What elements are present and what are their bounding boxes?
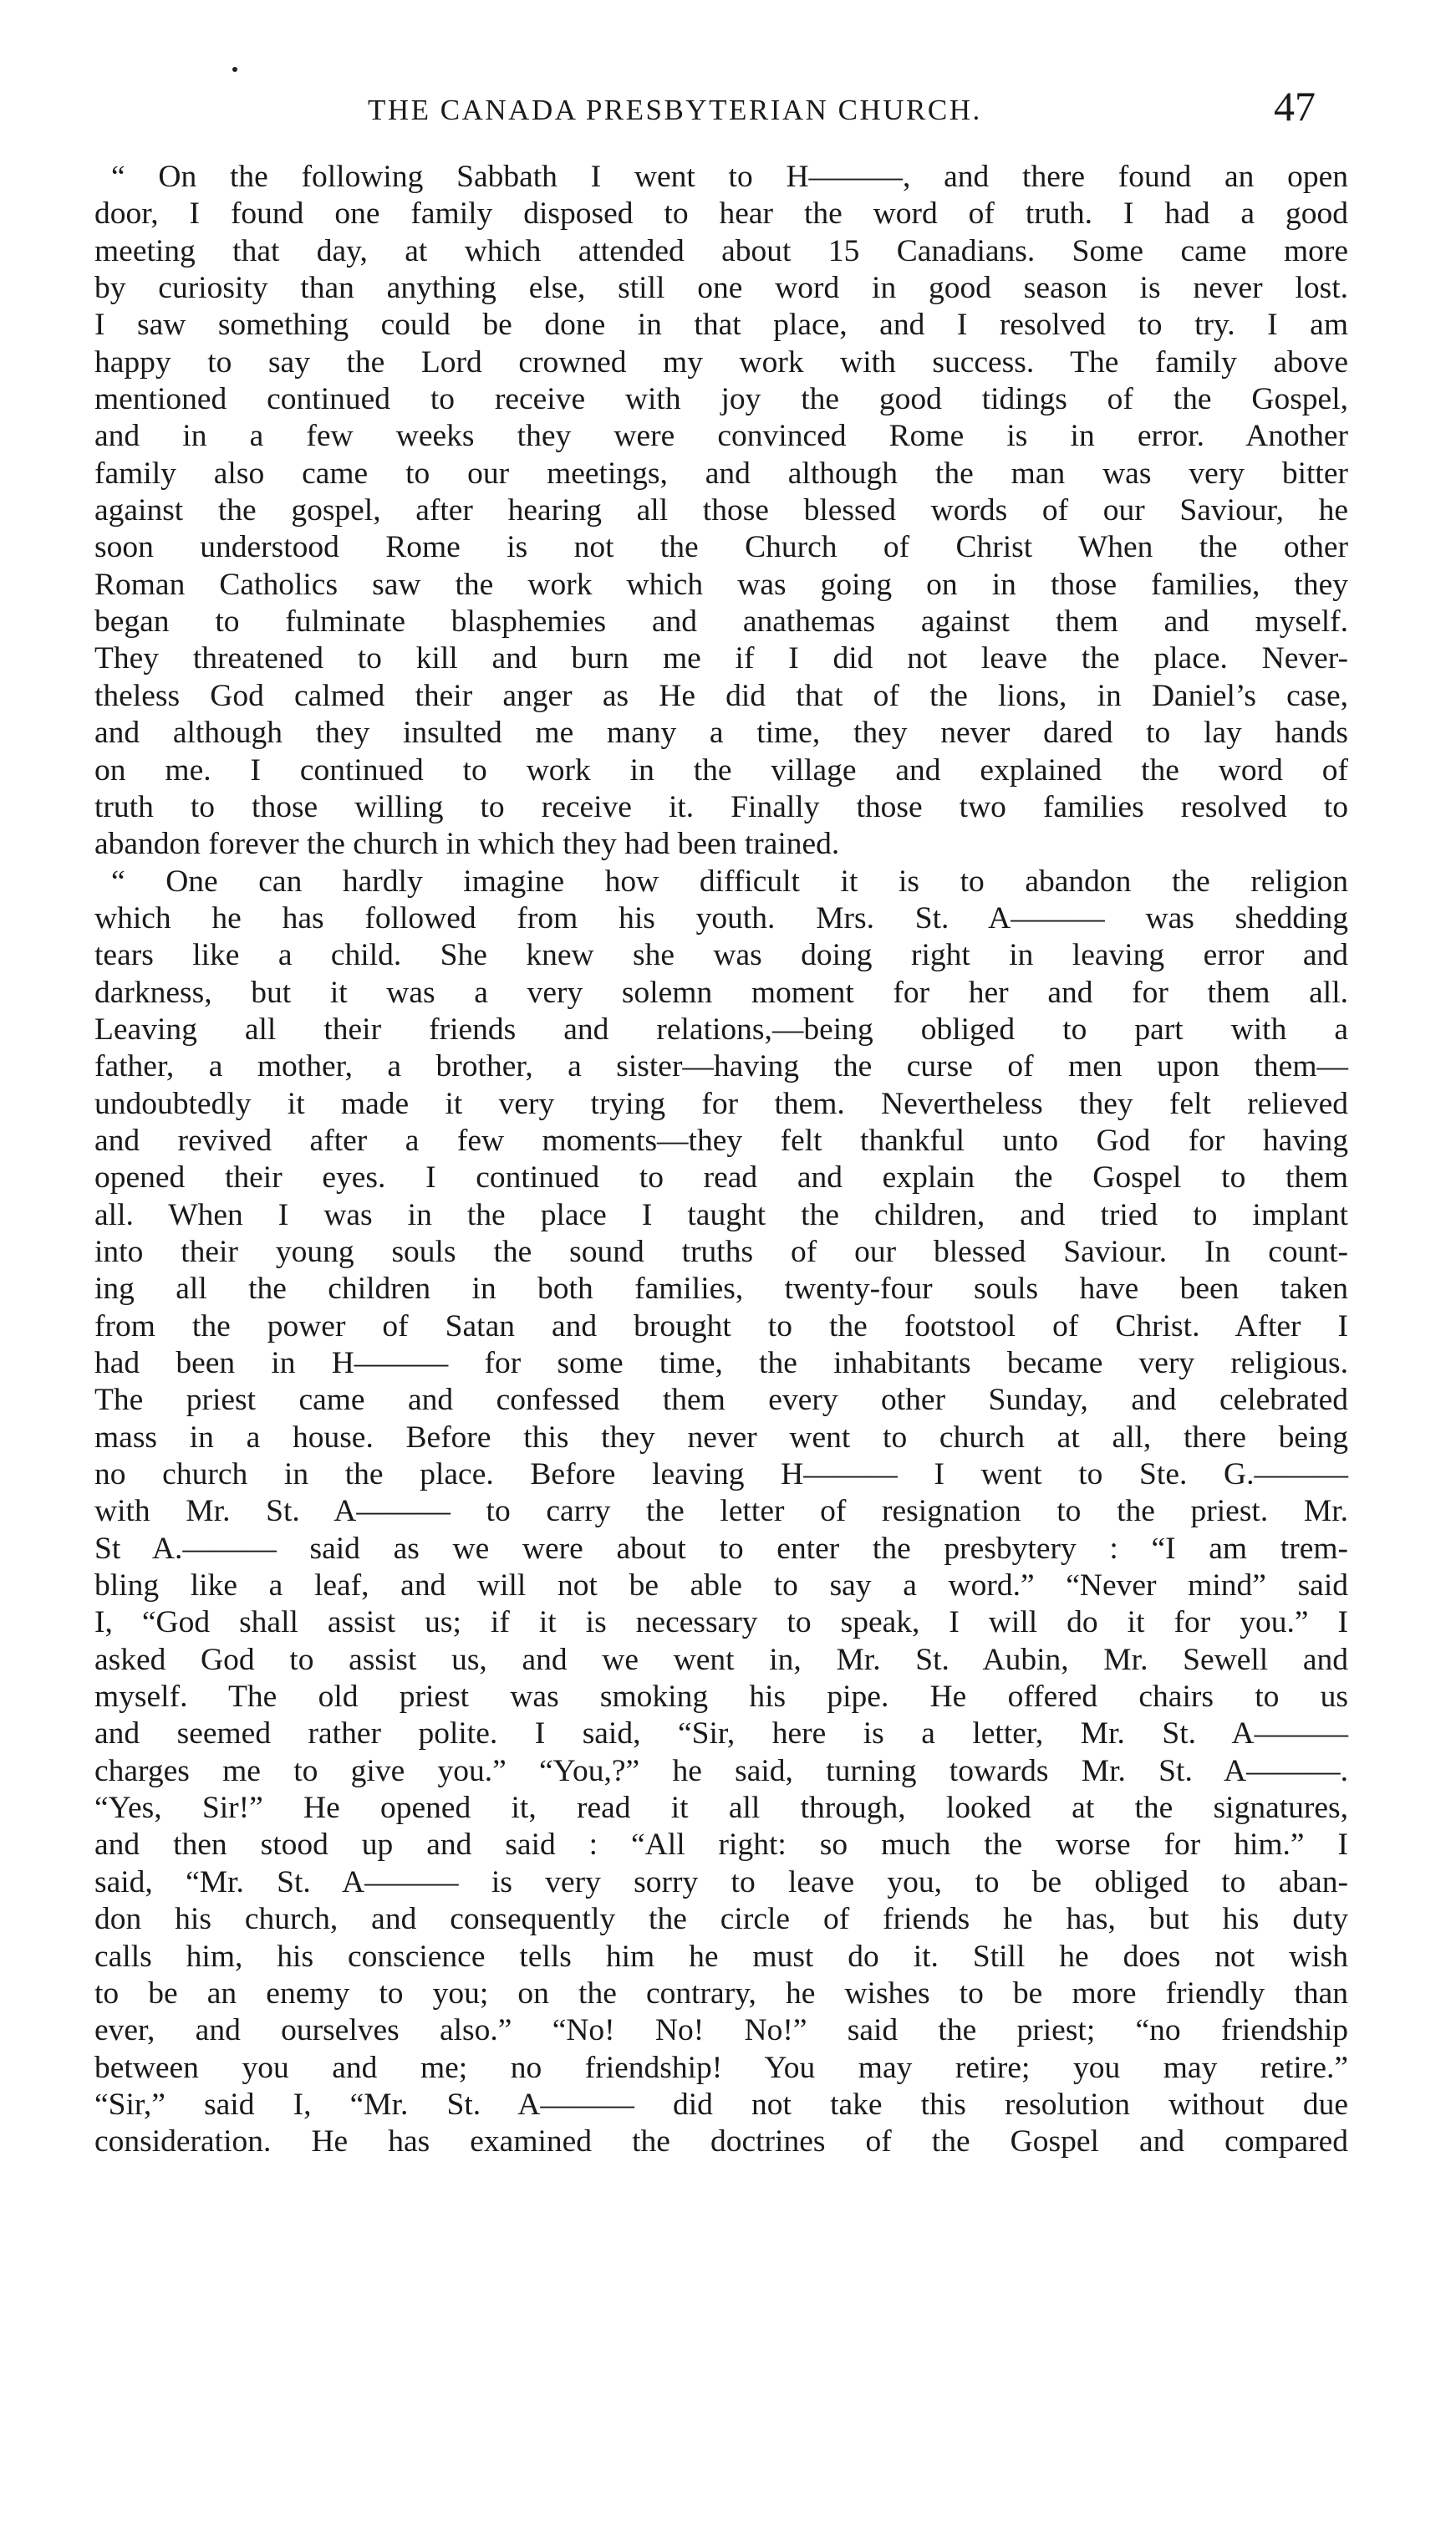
text-line: to be an enemy to you; on the contrary, he wishes to be more friendly than (94, 1976, 1348, 2011)
text-line: between you and me; no friendship! You may retire; you may retire.” (94, 2050, 1348, 2085)
text-line: and revived after a few moments—they felt thankful unto God for having (94, 1123, 1348, 1158)
text-line: ing all the children in both families, twenty-four souls have been taken (94, 1272, 1348, 1307)
text-line: from the power of Satan and brought to the footstool of Christ. After I (94, 1308, 1348, 1343)
text-line: consideration. He has examined the doctrines of the Gospel and compared (94, 2124, 1348, 2159)
text-line: father, a mother, a brother, a sister—having the curse of men upon them— (94, 1049, 1348, 1084)
margin-mark (232, 67, 237, 72)
text-line: St A.——— said as we were about to enter the presbytery : “I am trem- (94, 1531, 1348, 1566)
text-line: darkness, but it was a very solemn moment for her and for them all. (94, 975, 1348, 1010)
text-line: which he has followed from his youth. Mrs. St. A——— was shedding (94, 900, 1348, 936)
text-line: The priest came and confessed them every other Sunday, and celebrated (94, 1383, 1348, 1418)
text-line: happy to say the Lord crowned my work with success. The family above (94, 344, 1348, 380)
text-line: no church in the place. Before leaving H——— I went to Ste. G.——— (94, 1457, 1348, 1492)
text-line: opened their eyes. I continued to read and explain the Gospel to them (94, 1160, 1348, 1196)
text-line: and although they insulted me many a time, they never dared to lay hands (94, 716, 1348, 751)
body-text (94, 159, 1348, 2161)
text-line: theless God calmed their anger as He did that of the lions, in Daniel’s case, (94, 678, 1348, 713)
text-line: and seemed rather polite. I said, “Sir, here is a letter, Mr. St. A——— (94, 1716, 1348, 1751)
text-line: and in a few weeks they were convinced Rome is in error. Another (94, 419, 1348, 454)
text-line: I, “God shall assist us; if it is necessary to speak, I will do it for you.” I (94, 1605, 1348, 1640)
text-line: “Yes, Sir!” He opened it, read it all through, looked at the signatures, (94, 1791, 1348, 1826)
text-line: charges me to give you.” “You,?” he said, turning towards Mr. St. A———. (94, 1753, 1348, 1788)
text-line: all. When I was in the place I taught the children, and tried to implant (94, 1197, 1348, 1232)
text-line: tears like a child. She knew she was doing right in leaving error and (94, 938, 1348, 973)
text-line: myself. The old priest was smoking his pipe. He offered chairs to us (94, 1680, 1348, 1715)
running-head: THE CANADA PRESBYTERIAN CHURCH. (368, 94, 982, 126)
text-line: had been in H——— for some time, the inhabitants became very religious. (94, 1346, 1348, 1380)
text-line: meeting that day, at which attended about 15 Canadians. Some came more (94, 233, 1348, 268)
text-line: “ One can hardly imagine how difficult it is to abandon the religion (111, 864, 1348, 899)
text-line: soon understood Rome is not the Church of Christ When the other (94, 530, 1348, 565)
text-line: mass in a house. Before this they never went to church at all, there being (94, 1420, 1348, 1455)
text-line: and then stood up and said : “All right: so much the worse for him.” I (94, 1828, 1348, 1863)
text-line: They threatened to kill and burn me if I did not leave the place. Never- (94, 641, 1348, 676)
text-line: Leaving all their friends and relations,—being obliged to part with a (94, 1012, 1348, 1047)
text-line: ever, and ourselves also.” “No! No! No!” said the priest; “no friendship (94, 2013, 1348, 2048)
text-line: against the gospel, after hearing all those blessed words of our Saviour, he (94, 493, 1348, 528)
text-line: asked God to assist us, and we went in, Mr. St. Aubin, Mr. Sewell and (94, 1642, 1348, 1677)
page-number: 47 (1274, 83, 1316, 130)
text-line: by curiosity than anything else, still one word in good season is never lost. (94, 271, 1348, 306)
text-line: family also came to our meetings, and although the man was very bitter (94, 456, 1348, 491)
text-line: bling like a leaf, and will not be able to say a word.” “Never mind” said (94, 1568, 1348, 1603)
text-line: “ On the following Sabbath I went to H———, and there found an open (111, 160, 1348, 194)
text-line: began to fulminate blasphemies and anathemas against them and myself. (94, 604, 1348, 640)
text-line: don his church, and consequently the circle of friends he has, but his duty (94, 1902, 1348, 1937)
text-line: I saw something could be done in that place, and I resolved to try. I am (94, 308, 1348, 343)
text-line: abandon forever the church in which they had been trained. (94, 827, 840, 862)
text-line: “Sir,” said I, “Mr. St. A——— did not take this resolution without due (94, 2087, 1348, 2122)
text-line: undoubtedly it made it very trying for them. Nevertheless they felt relieved (94, 1086, 1348, 1121)
text-line: door, I found one family disposed to hear the word of truth. I had a good (94, 196, 1348, 232)
text-line: Roman Catholics saw the work which was going on in those families, they (94, 567, 1348, 602)
text-line: truth to those willing to receive it. Finally those two families resolved to (94, 789, 1348, 824)
text-line: calls him, his conscience tells him he must do it. Still he does not wish (94, 1939, 1348, 1974)
text-line: said, “Mr. St. A——— is very sorry to leave you, to be obliged to aban- (94, 1864, 1348, 1899)
text-line: into their young souls the sound truths of our blessed Saviour. In count- (94, 1234, 1348, 1269)
text-line: with Mr. St. A——— to carry the letter of resignation to the priest. Mr. (94, 1494, 1348, 1529)
text-line: on me. I continued to work in the village and explained the word of (94, 752, 1348, 788)
text-line: mentioned continued to receive with joy the good tidings of the Gospel, (94, 382, 1348, 417)
